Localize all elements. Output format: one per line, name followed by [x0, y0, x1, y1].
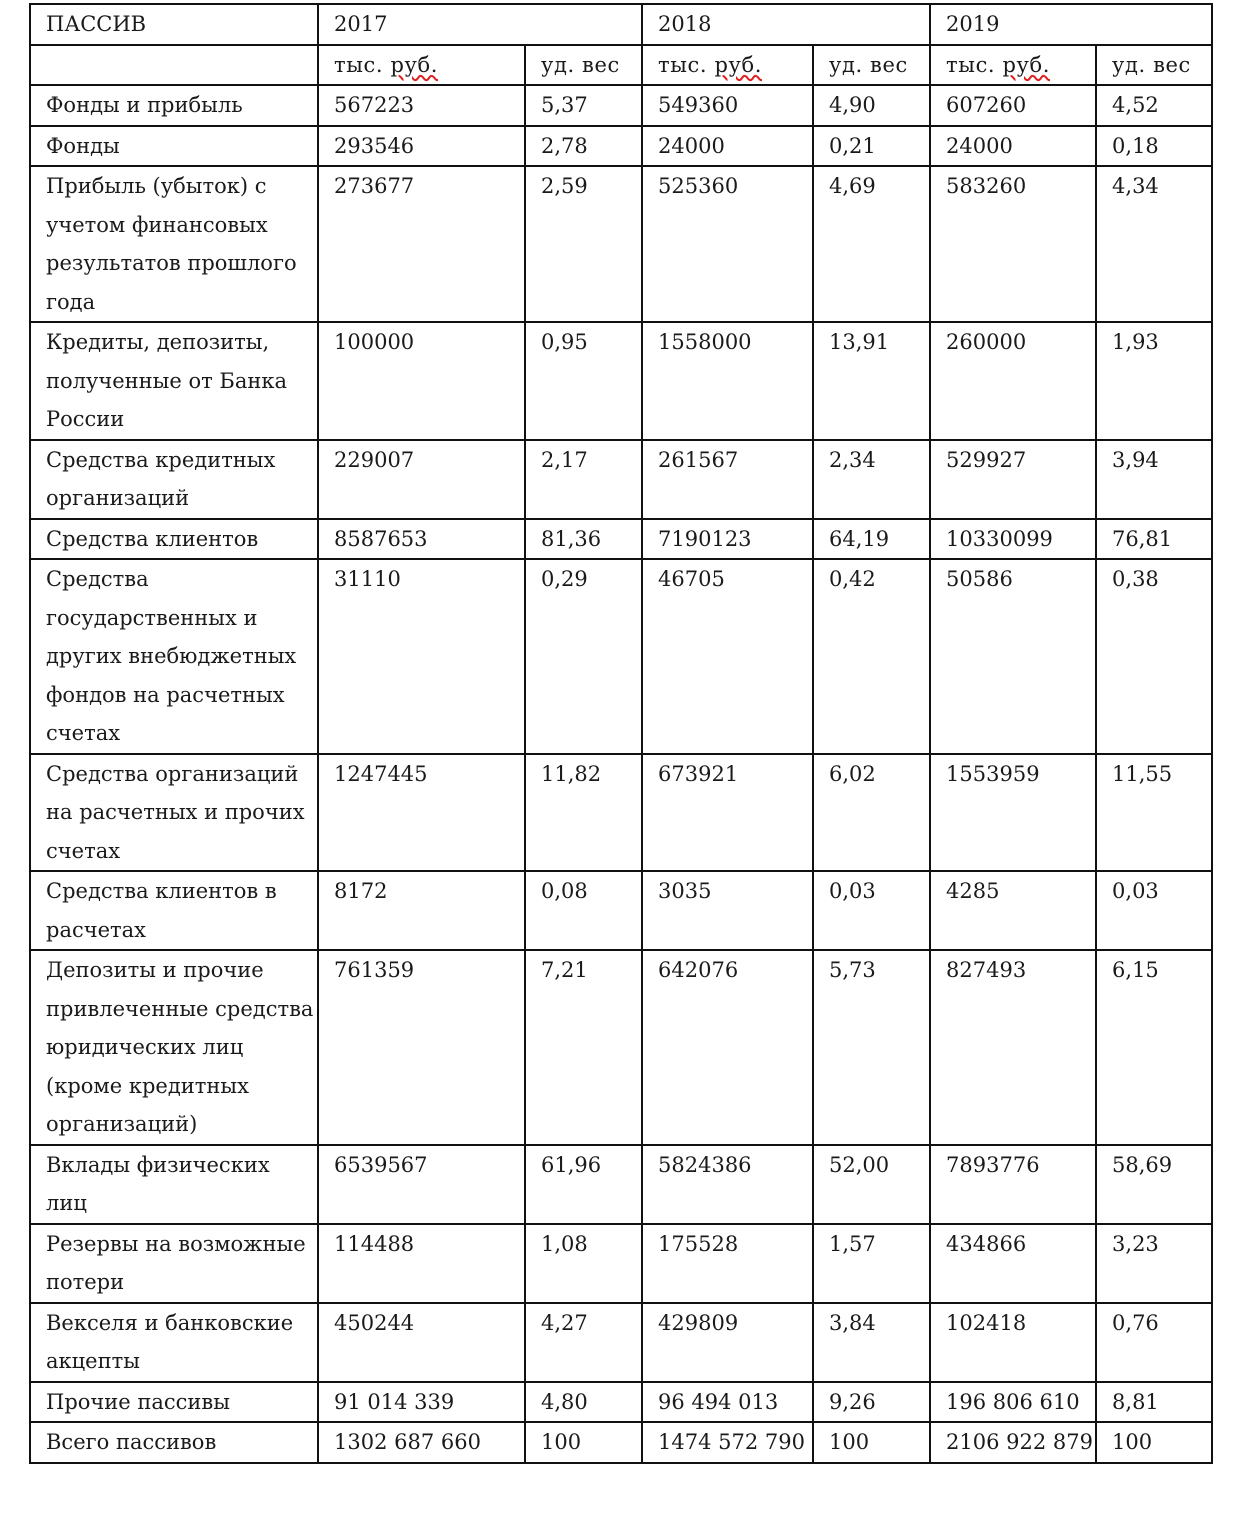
cell-amount-2017: 293546: [318, 126, 525, 167]
cell-share-2019: 3,23: [1096, 1224, 1212, 1303]
header-share-2018: уд. вес: [813, 45, 930, 86]
cell-amount-2017: 8172: [318, 871, 525, 950]
cell-share-2019: 58,69: [1096, 1145, 1212, 1224]
header-row-years: [30, 4, 1212, 45]
cell-amount-2019: 50586: [930, 559, 1096, 754]
table-row: [30, 1224, 1212, 1303]
cell-amount-2017: 273677: [318, 166, 525, 322]
cell-amount-2017: 1302 687 660: [318, 1422, 525, 1463]
cell-amount-2017: 6539567: [318, 1145, 525, 1224]
cell-share-2019: 4,34: [1096, 166, 1212, 322]
header-unit-2017: [318, 45, 525, 86]
table-row: [30, 322, 1212, 440]
cell-share-2018: 13,91: [813, 322, 930, 440]
cell-amount-2019: 583260: [930, 166, 1096, 322]
cell-share-2017: 0,08: [525, 871, 642, 950]
header-year-2018: 2018: [642, 4, 930, 45]
table-body: [30, 85, 1212, 1463]
cell-amount-2017: 100000: [318, 322, 525, 440]
cell-share-2018: 0,03: [813, 871, 930, 950]
header-passive: ПАССИВ: [30, 4, 318, 45]
cell-share-2017: 0,95: [525, 322, 642, 440]
cell-amount-2018: 96 494 013: [642, 1382, 813, 1423]
cell-amount-2019: 24000: [930, 126, 1096, 167]
cell-amount-2019: 4285: [930, 871, 1096, 950]
cell-share-2017: 4,80: [525, 1382, 642, 1423]
cell-share-2019: 0,18: [1096, 126, 1212, 167]
passives-table: [29, 3, 1213, 1464]
cell-amount-2019: 260000: [930, 322, 1096, 440]
cell-share-2018: 5,73: [813, 950, 930, 1145]
table-row: [30, 126, 1212, 167]
row-label: Всего пассивов: [30, 1422, 318, 1463]
cell-amount-2018: 673921: [642, 754, 813, 872]
table-row: [30, 559, 1212, 754]
cell-share-2018: 0,21: [813, 126, 930, 167]
header-share-2019: уд. вес: [1096, 45, 1212, 86]
cell-amount-2019: 1553959: [930, 754, 1096, 872]
cell-amount-2017: 761359: [318, 950, 525, 1145]
cell-share-2019: 3,94: [1096, 440, 1212, 519]
cell-amount-2019: 7893776: [930, 1145, 1096, 1224]
unit-prefix: тыс.: [658, 52, 715, 77]
cell-share-2018: 3,84: [813, 1303, 930, 1382]
table-row: [30, 1145, 1212, 1224]
cell-amount-2019: 196 806 610: [930, 1382, 1096, 1423]
cell-share-2019: 76,81: [1096, 519, 1212, 560]
cell-share-2018: 0,42: [813, 559, 930, 754]
row-label: Прочие пассивы: [30, 1382, 318, 1423]
cell-amount-2018: 5824386: [642, 1145, 813, 1224]
cell-share-2017: 0,29: [525, 559, 642, 754]
table-row: [30, 1422, 1212, 1463]
cell-share-2017: 2,59: [525, 166, 642, 322]
cell-amount-2018: 549360: [642, 85, 813, 126]
header-share-2017: уд. вес: [525, 45, 642, 86]
cell-amount-2019: 434866: [930, 1224, 1096, 1303]
row-label: Векселя и банковские акцепты: [30, 1303, 318, 1382]
cell-amount-2019: 2106 922 879: [930, 1422, 1096, 1463]
cell-amount-2018: 175528: [642, 1224, 813, 1303]
row-label: Средства государственных и других внебюджетных фондов на расчетных счетах: [30, 559, 318, 754]
cell-amount-2018: 3035: [642, 871, 813, 950]
cell-amount-2018: 429809: [642, 1303, 813, 1382]
table-row: [30, 519, 1212, 560]
header-row-units: [30, 45, 1212, 86]
cell-amount-2017: 31110: [318, 559, 525, 754]
cell-share-2018: 2,34: [813, 440, 930, 519]
cell-share-2017: 81,36: [525, 519, 642, 560]
cell-share-2017: 2,78: [525, 126, 642, 167]
unit-prefix: тыс.: [946, 52, 1003, 77]
table-row: [30, 950, 1212, 1145]
row-label: Депозиты и прочие привлеченные средства юридических лиц (кроме кредитных организаций): [30, 950, 318, 1145]
row-label: Вклады физических лиц: [30, 1145, 318, 1224]
table-row: [30, 1303, 1212, 1382]
cell-share-2018: 4,90: [813, 85, 930, 126]
unit-word: руб.: [714, 52, 762, 77]
cell-share-2018: 52,00: [813, 1145, 930, 1224]
cell-share-2017: 61,96: [525, 1145, 642, 1224]
cell-amount-2017: 1247445: [318, 754, 525, 872]
table-row: [30, 166, 1212, 322]
cell-share-2018: 100: [813, 1422, 930, 1463]
cell-share-2019: 4,52: [1096, 85, 1212, 126]
cell-share-2017: 2,17: [525, 440, 642, 519]
unit-word: руб.: [390, 52, 438, 77]
cell-share-2017: 100: [525, 1422, 642, 1463]
cell-share-2018: 9,26: [813, 1382, 930, 1423]
table-row: [30, 85, 1212, 126]
cell-share-2019: 100: [1096, 1422, 1212, 1463]
cell-amount-2017: 450244: [318, 1303, 525, 1382]
table-row: [30, 1382, 1212, 1423]
cell-amount-2019: 529927: [930, 440, 1096, 519]
row-label: Фонды и прибыль: [30, 85, 318, 126]
header-unit-2018: [642, 45, 813, 86]
row-label: Резервы на возможные потери: [30, 1224, 318, 1303]
cell-share-2019: 11,55: [1096, 754, 1212, 872]
header-year-2017: 2017: [318, 4, 642, 45]
cell-amount-2018: 1558000: [642, 322, 813, 440]
cell-share-2018: 1,57: [813, 1224, 930, 1303]
header-empty-cell: [30, 45, 318, 86]
unit-prefix: тыс.: [334, 52, 391, 77]
cell-share-2017: 7,21: [525, 950, 642, 1145]
cell-amount-2018: 525360: [642, 166, 813, 322]
cell-share-2018: 4,69: [813, 166, 930, 322]
cell-amount-2018: 261567: [642, 440, 813, 519]
row-label: Средства клиентов в расчетах: [30, 871, 318, 950]
cell-amount-2018: 1474 572 790: [642, 1422, 813, 1463]
cell-share-2019: 0,38: [1096, 559, 1212, 754]
table-row: [30, 871, 1212, 950]
table-row: [30, 754, 1212, 872]
cell-amount-2017: 91 014 339: [318, 1382, 525, 1423]
cell-amount-2017: 229007: [318, 440, 525, 519]
cell-share-2019: 0,76: [1096, 1303, 1212, 1382]
table-row: [30, 440, 1212, 519]
row-label: Средства клиентов: [30, 519, 318, 560]
row-label: Фонды: [30, 126, 318, 167]
cell-amount-2019: 827493: [930, 950, 1096, 1145]
cell-amount-2017: 114488: [318, 1224, 525, 1303]
row-label: Средства организаций на расчетных и прочих счетах: [30, 754, 318, 872]
row-label: Кредиты, депозиты, полученные от Банка России: [30, 322, 318, 440]
cell-share-2019: 6,15: [1096, 950, 1212, 1145]
row-label: Средства кредитных организаций: [30, 440, 318, 519]
row-label: Прибыль (убыток) с учетом финансовых результатов прошлого года: [30, 166, 318, 322]
cell-share-2019: 8,81: [1096, 1382, 1212, 1423]
header-year-2019: 2019: [930, 4, 1212, 45]
cell-share-2019: 1,93: [1096, 322, 1212, 440]
cell-share-2017: 11,82: [525, 754, 642, 872]
cell-share-2019: 0,03: [1096, 871, 1212, 950]
cell-share-2017: 5,37: [525, 85, 642, 126]
cell-amount-2019: 102418: [930, 1303, 1096, 1382]
cell-amount-2017: 567223: [318, 85, 525, 126]
cell-amount-2018: 24000: [642, 126, 813, 167]
cell-amount-2017: 8587653: [318, 519, 525, 560]
cell-share-2017: 1,08: [525, 1224, 642, 1303]
cell-share-2018: 64,19: [813, 519, 930, 560]
cell-amount-2019: 607260: [930, 85, 1096, 126]
cell-amount-2018: 7190123: [642, 519, 813, 560]
cell-share-2017: 4,27: [525, 1303, 642, 1382]
cell-amount-2018: 46705: [642, 559, 813, 754]
cell-amount-2019: 10330099: [930, 519, 1096, 560]
header-unit-2019: [930, 45, 1096, 86]
cell-amount-2018: 642076: [642, 950, 813, 1145]
cell-share-2018: 6,02: [813, 754, 930, 872]
unit-word: руб.: [1002, 52, 1051, 77]
